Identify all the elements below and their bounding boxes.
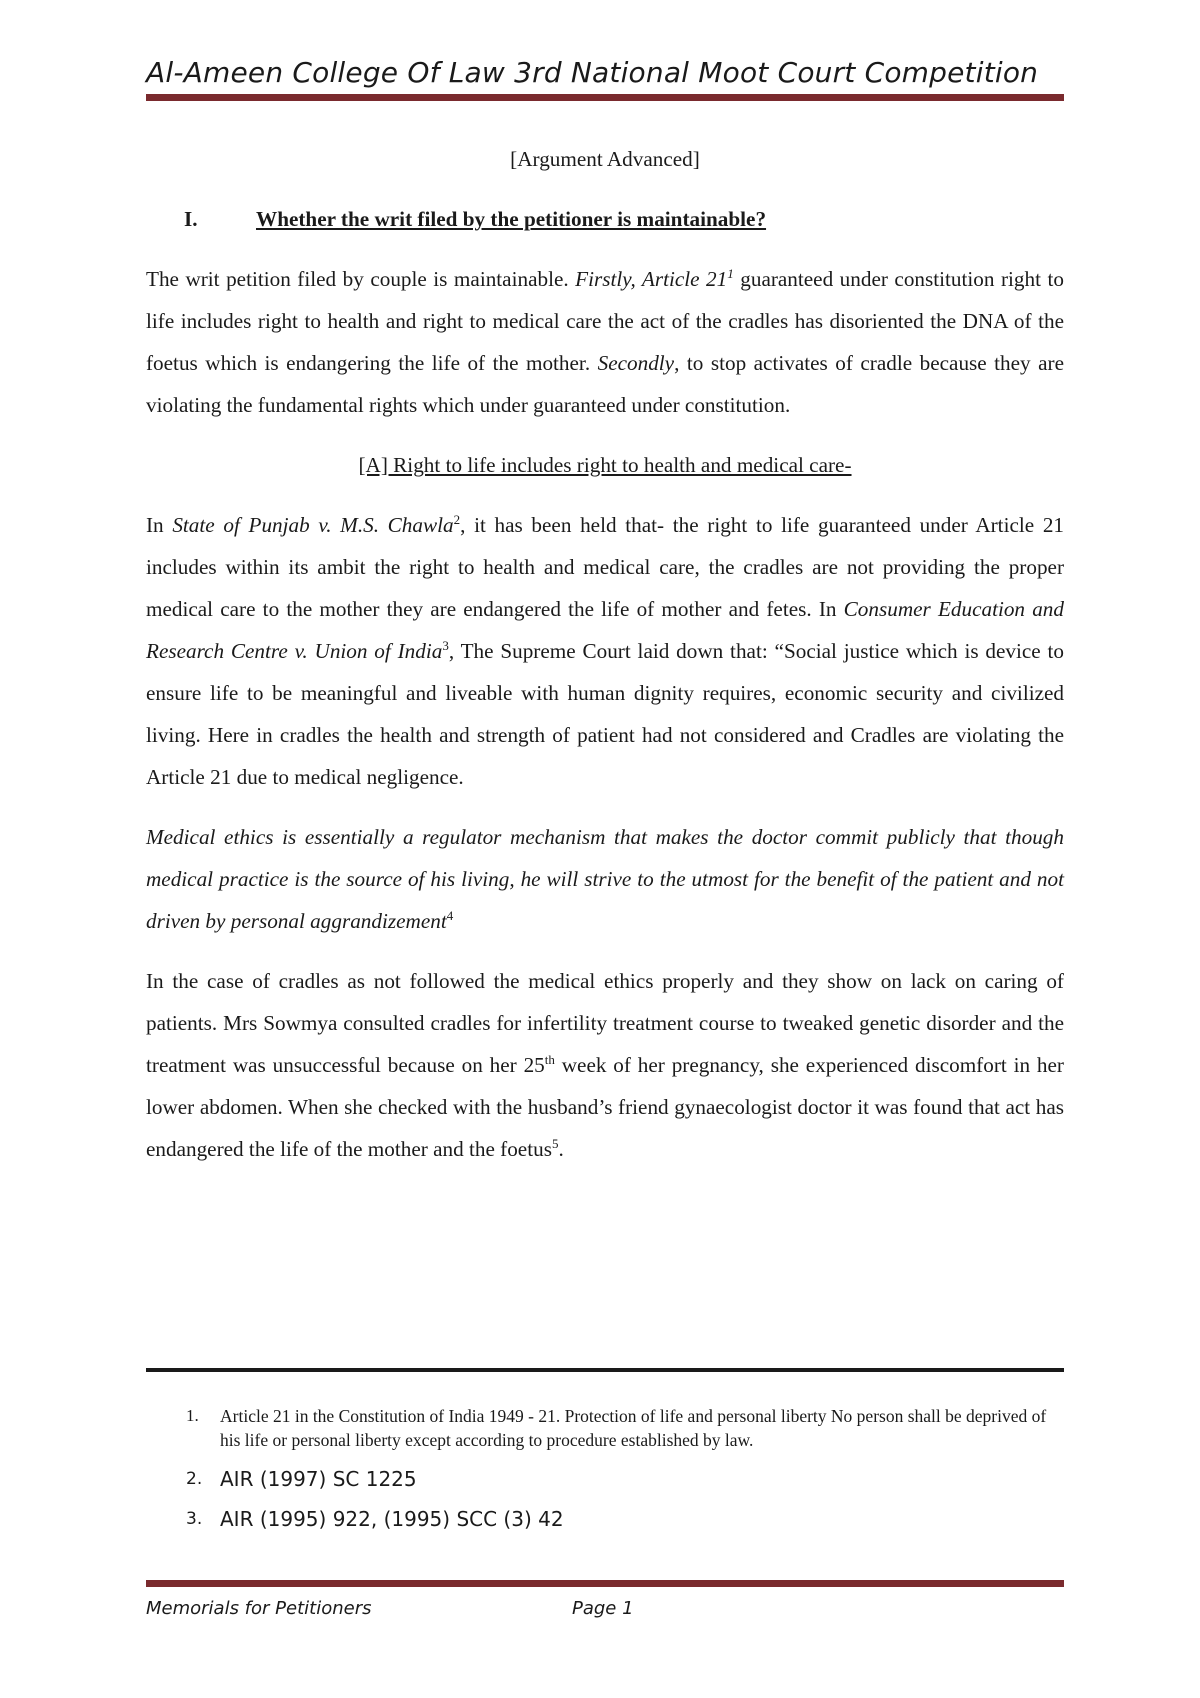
footnote-item <box>146 1404 1064 1452</box>
ordinal-suffix: th <box>544 1051 555 1067</box>
heading-number: I. <box>184 207 198 231</box>
section-label: [Argument Advanced] <box>510 147 700 171</box>
p1-italic-secondly: Secondly <box>597 351 675 375</box>
footnote-item <box>146 1464 1064 1494</box>
paragraph-1 <box>146 258 1064 426</box>
footnote-item <box>146 1504 1064 1534</box>
footnote-ref-4: 4 <box>446 907 454 923</box>
p2-case-name-2: Consumer Education and Research Centre v. Union of India <box>146 597 1064 663</box>
p2-text-e: , The Supreme Court laid down that: “Social justice which is device to ensure life to be meaningful and liveable with human dignity requires, economic security and civilized living. Here in cradles the health and strength of patient had not considered and Cradles are violating the Article 21 due to medical negligence. <box>146 639 1064 789</box>
page-header-title: Al-Ameen College Of Law 3rd National Moot Court Competition <box>146 56 1039 89</box>
p2-case-name-1: State of Punjab v. M.S. Chawla <box>172 513 454 537</box>
footnote-ref-5: 5 <box>551 1135 559 1151</box>
footnote-number: 2. <box>186 1469 203 1489</box>
footer-left-text: Memorials for Petitioners <box>146 1598 372 1619</box>
header-divider <box>146 94 1064 101</box>
footnote-text: Article 21 in the Constitution of India 1949 - 21. Protection of life and personal liberty No person shall be deprived of his life or personal liberty except according to procedure established by law. <box>220 1406 1047 1450</box>
p3-italic-quote: Medical ethics is essentially a regulator mechanism that makes the doctor commit publicly that though medical practice is the source of his living, he will strive to the utmost for the benefit of the patient and not driven by personal aggrandizement <box>146 825 1064 933</box>
footnote-ref-3: 3 <box>442 637 449 653</box>
p4-text-c: . <box>558 1137 564 1161</box>
p1-text-c: guaranteed under constitution right to life includes right to health and right to medical care the act of the cradles has disoriented the DNA of the foetus which is endangering the life of the mother. <box>146 267 1064 375</box>
p2-text-a: In <box>146 513 173 537</box>
paragraph-2 <box>146 504 1064 798</box>
footnote-divider <box>146 1368 1064 1372</box>
p1-text-a: The writ petition filed by couple is maintainable. <box>146 267 576 291</box>
argument-heading <box>146 198 1064 240</box>
p4-text-a: In the case of cradles as not followed the medical ethics properly and they show on lack on caring of patients. Mrs Sowmya consulted cradles for infertility treatment course to tweaked genetic disorder and the treatment was unsuccessful because on her 25 <box>146 969 1064 1077</box>
footnote-text: AIR (1997) SC 1225 <box>220 1467 417 1491</box>
subheading: [A] Right to life includes right to health and medical care- <box>358 453 852 477</box>
document-body <box>146 138 1064 1170</box>
footnote-ref-2: 2 <box>453 511 461 527</box>
page-number: Page 1 <box>572 1598 634 1619</box>
footer-divider <box>146 1580 1064 1587</box>
paragraph-4 <box>146 960 1064 1170</box>
footnotes <box>146 1404 1064 1544</box>
p2-text-c: , it has been held that- the right to life guaranteed under Article 21 includes within its ambit the right to health and medical care, the cradles are not providing the proper medical care to the mother they are endangered the life of mother and fetes. In <box>146 513 1065 621</box>
p1-italic-article: Firstly, Article 21 <box>575 267 728 291</box>
footnote-ref-1: 1 <box>727 265 734 281</box>
footnote-number: 1. <box>186 1406 199 1425</box>
heading-text: Whether the writ filed by the petitioner is maintainable? <box>256 207 767 231</box>
footnote-number: 3. <box>186 1509 203 1529</box>
footnote-text: AIR (1995) 922, (1995) SCC (3) 42 <box>220 1507 564 1531</box>
p4-text-b: week of her pregnancy, she experienced discomfort in her lower abdomen. When she checked with the husband’s friend gynaecologist doctor it was found that act has endangered the life of the mother and the foetus <box>146 1053 1064 1161</box>
p1-text-e: , to stop activates of cradle because they are violating the fundamental rights which under guaranteed under constitution. <box>146 351 1065 417</box>
paragraph-3 <box>146 816 1064 942</box>
